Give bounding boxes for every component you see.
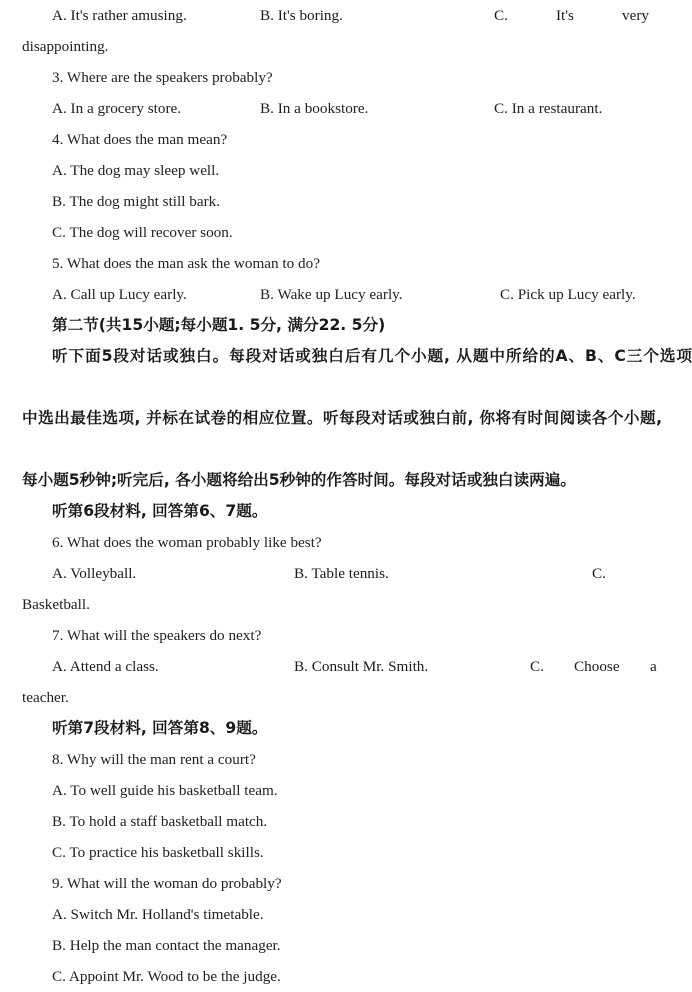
section-2-instructions-line-3: 每小题5秒钟;听完后, 各小题将给出5秒钟的作答时间。每段对话或独白读两遍。 [22,471,576,489]
q7-option-c-word2: a [650,658,657,675]
q2-option-b: B. It's boring. [260,7,343,24]
q2-option-c-word2: very [622,7,649,24]
section-2-instructions-line-1: 听下面5段对话或独白。每段对话或独白后有几个小题, 从题中所给的A、B、C三个选项 [52,347,692,365]
q6-option-row [22,558,662,589]
q6-option-c-continuation: Basketball. [22,596,90,613]
q9-option-c: C. Appoint Mr. Wood to be the judge. [52,968,281,985]
q8-option-c: C. To practice his basketball skills. [52,844,264,861]
exam-page [22,0,692,985]
q7-option-b: B. Consult Mr. Smith. [294,658,429,675]
q5-option-a: A. Call up Lucy early. [52,286,187,303]
q7-option-c-label: C. [530,658,544,675]
q2-option-row [22,0,662,31]
q3-stem: 3. Where are the speakers probably? [52,69,273,86]
q4-option-a: A. The dog may sleep well. [52,162,220,179]
q7-option-c-word1: Choose [574,658,620,675]
q7-option-c-continuation: teacher. [22,689,69,706]
q5-option-c: C. Pick up Lucy early. [500,286,636,303]
q9-option-b: B. Help the man contact the manager. [52,937,281,954]
section-2-instructions-line-2: 中选出最佳选项, 并标在试卷的相应位置。听每段对话或独白前, 你将有时间阅读各个小题, [22,409,662,427]
q3-option-row [22,93,662,124]
q5-stem: 5. What does the man ask the woman to do? [52,255,320,272]
q8-option-a: A. To well guide his basketball team. [52,782,278,799]
q3-option-c: C. In a restaurant. [494,100,603,117]
section-2-heading: 第二节(共15小题;每小题1. 5分, 满分22. 5分) [52,316,386,334]
q6-option-a: A. Volleyball. [52,565,137,582]
q3-option-b: B. In a bookstore. [260,100,369,117]
q6-option-b: B. Table tennis. [294,565,389,582]
q5-option-b: B. Wake up Lucy early. [260,286,403,303]
q8-stem: 8. Why will the man rent a court? [52,751,256,768]
q9-option-a: A. Switch Mr. Holland's timetable. [52,906,264,923]
q7-option-row [22,651,662,682]
material-7-heading: 听第7段材料, 回答第8、9题。 [52,719,268,737]
q2-option-a: A. It's rather amusing. [52,7,187,24]
material-6-heading: 听第6段材料, 回答第6、7题。 [52,502,268,520]
q3-option-a: A. In a grocery store. [52,100,182,117]
q8-option-b: B. To hold a staff basketball match. [52,813,268,830]
q6-stem: 6. What does the woman probably like best? [52,534,322,551]
q6-option-c-label: C. [592,565,606,582]
q4-stem: 4. What does the man mean? [52,131,228,148]
q7-stem: 7. What will the speakers do next? [52,627,262,644]
q9-stem: 9. What will the woman do probably? [52,875,282,892]
q2-option-c-label: C. [494,7,508,24]
q4-option-b: B. The dog might still bark. [52,193,221,210]
q7-option-a: A. Attend a class. [52,658,159,675]
q2-option-c-word1: It's [556,7,574,24]
q5-option-row [22,279,662,310]
q2-option-c-continuation: disappointing. [22,38,109,55]
q4-option-c: C. The dog will recover soon. [52,224,233,241]
